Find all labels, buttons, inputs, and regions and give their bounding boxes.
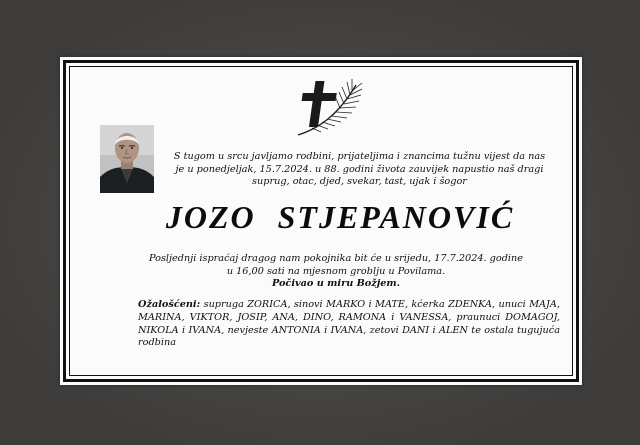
rest-in-peace-line: Počivao u miru Božjem. xyxy=(271,278,401,289)
obituary-notice xyxy=(60,57,582,385)
mourners-list xyxy=(138,299,560,350)
deceased-portrait-photo xyxy=(100,125,154,193)
cross-with-palm-branch-icon xyxy=(292,77,364,139)
deceased-name: JOZO STJEPANOVIĆ xyxy=(165,199,515,235)
mourners-names: supruga ZORICA, sinovi MARKO i MATE, kćerka ZDENKA, unuci MAJA, MARINA, VIKTOR, JOSIP, ANA, DINO, RAMONA i VANESSA, praunuci DOMAGOJ, NIKOLA i IVANA, nevjeste ANTONIA i IVANA, zetovi DANI i ALEN te ostala tugujuća rodbina xyxy=(138,299,560,349)
funeral-details: Posljednji ispraćaj dragog nam pokojnika bit će u srijedu, 17.7.2024. godine u 16,00 sati na mjesnom groblju u Povilama. xyxy=(149,253,523,277)
announcement-text: S tugom u srcu javljamo rodbini, prijateljima i znancima tužnu vijest da nas je u ponedjeljak, 15.7.2024. u 88. godini života zauvijek napustio naš dragi suprug, otac, djed, svekar, tast, ujak i šogor xyxy=(173,151,546,188)
mourners-label: Ožalošćeni: xyxy=(138,299,201,310)
